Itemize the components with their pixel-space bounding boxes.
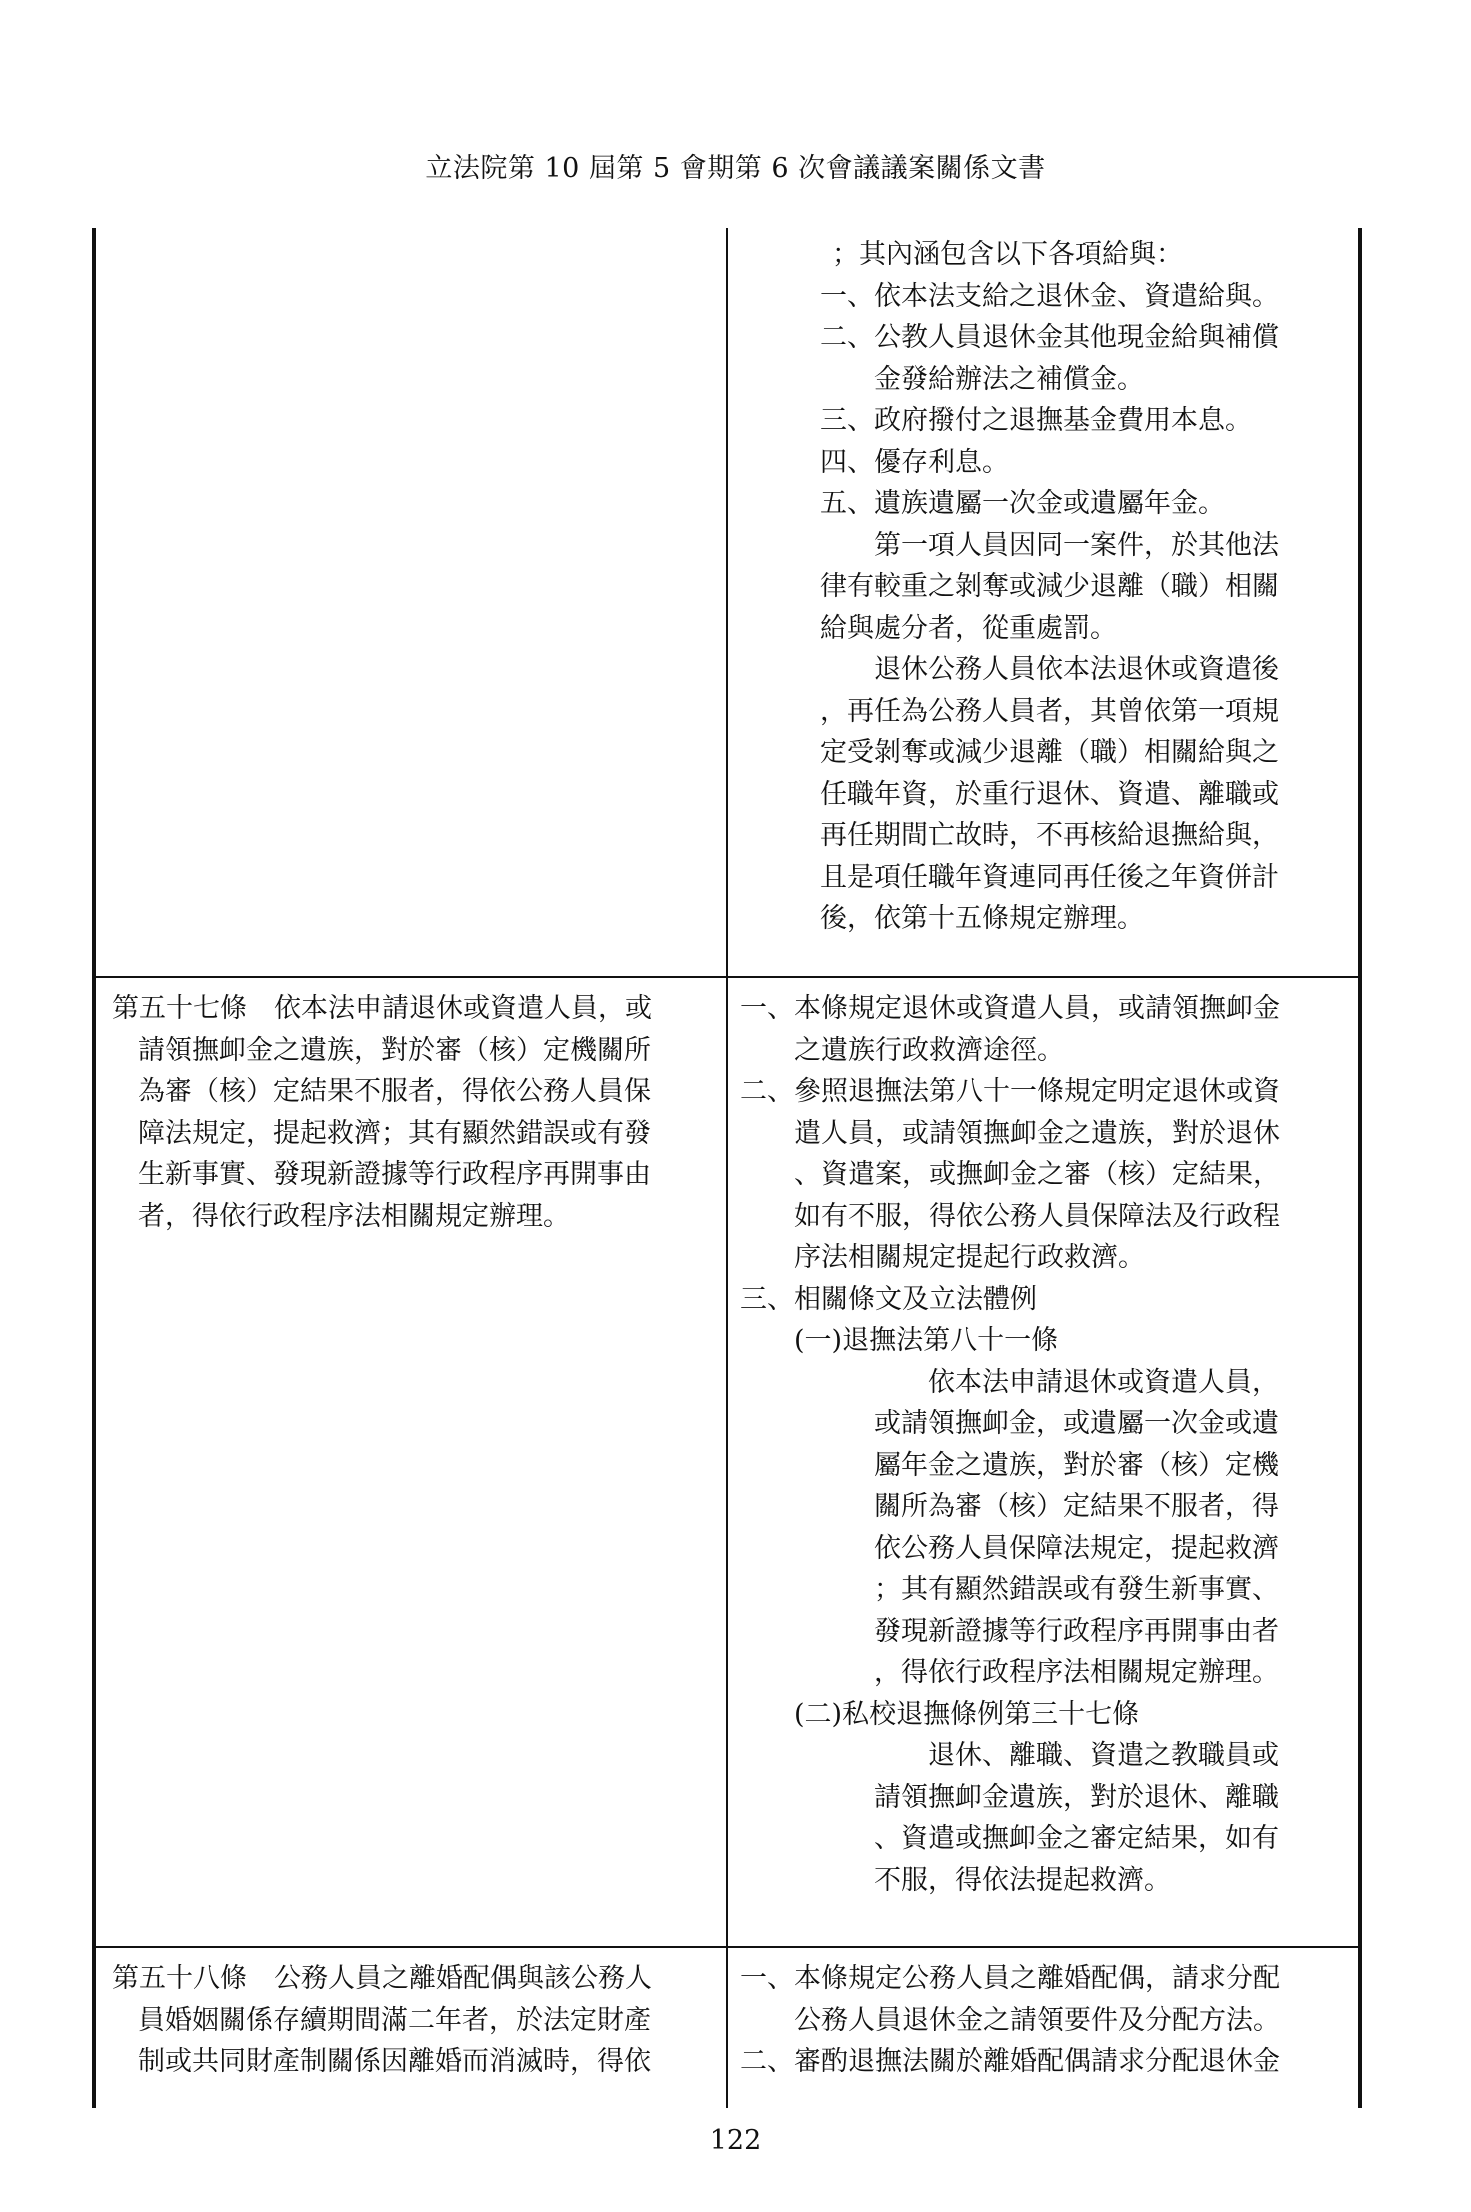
text-line: 定受剝奪或減少退離（職）相關給與之 bbox=[820, 737, 1279, 768]
table-column-divider bbox=[726, 228, 728, 2108]
text-line: (二)私校退撫條例第三十七條 bbox=[794, 1698, 1140, 1730]
text-line: ；其有顯然錯誤或有發生新事實、 bbox=[874, 1574, 1279, 1605]
row-2-article-text bbox=[112, 988, 712, 1237]
text-line: ；其內涵包含以下各項給與： bbox=[832, 239, 1183, 270]
table-left-border bbox=[92, 228, 96, 2108]
text-line: 發現新證據等行政程序再開事由者 bbox=[874, 1615, 1279, 1647]
text-line: 二、公教人員退休金其他現金給與補償 bbox=[820, 322, 1279, 353]
text-line: 員婚姻關係存續期間滿二年者，於法定財產 bbox=[138, 2004, 651, 2036]
text-line: 為審（核）定結果不服者，得依公務人員保 bbox=[138, 1076, 651, 1107]
text-line: 且是項任職年資連同再任後之年資併計 bbox=[820, 861, 1279, 893]
text-line: 請領撫卹金之遺族，對於審（核）定機關所 bbox=[138, 1034, 651, 1066]
text-line: 五、遺族遺屬一次金或遺屬年金。 bbox=[820, 488, 1225, 519]
text-line: 後，依第十五條規定辦理。 bbox=[820, 903, 1144, 934]
text-line: 二、審酌退撫法關於離婚配偶請求分配退休金 bbox=[740, 2046, 1280, 2077]
text-line: 依公務人員保障法規定，提起救濟 bbox=[874, 1532, 1279, 1564]
text-line: 序法相關規定提起行政救濟。 bbox=[794, 1242, 1145, 1273]
text-line: ，得依行政程序法相關規定辦理。 bbox=[874, 1657, 1279, 1688]
text-line: 如有不服，得依公務人員保障法及行政程 bbox=[794, 1200, 1280, 1232]
text-line: 一、本條規定公務人員之離婚配偶，請求分配 bbox=[740, 1963, 1280, 1994]
text-line: 之遺族行政救濟途徑。 bbox=[794, 1034, 1064, 1066]
text-line: 生新事實、發現新證據等行政程序再開事由 bbox=[138, 1159, 651, 1190]
page-number: 122 bbox=[709, 2125, 762, 2156]
text-line: 二、參照退撫法第八十一條規定明定退休或資 bbox=[740, 1076, 1280, 1107]
text-line: 制或共同財產制關係因離婚而消滅時，得依 bbox=[138, 2046, 651, 2077]
text-line: 三、相關條文及立法體例 bbox=[740, 1283, 1037, 1315]
text-line: 第五十八條 公務人員之離婚配偶與該公務人 bbox=[112, 1963, 652, 1994]
text-line: 三、政府撥付之退撫基金費用本息。 bbox=[820, 405, 1252, 436]
row-2-explanation bbox=[740, 988, 1348, 1901]
text-line: 任職年資，於重行退休、資遣、離職或 bbox=[820, 778, 1279, 810]
text-line: 第一項人員因同一案件，於其他法 bbox=[874, 529, 1279, 561]
text-line: 退休、離職、資遣之教職員或 bbox=[928, 1740, 1279, 1771]
text-line: 遣人員，或請領撫卹金之遺族，對於退休 bbox=[794, 1117, 1280, 1149]
text-line: 不服，得依法提起救濟。 bbox=[874, 1864, 1171, 1896]
text-line: 律有較重之剝奪或減少退離（職）相關 bbox=[820, 571, 1279, 602]
row-3-article-text bbox=[112, 1958, 712, 2083]
text-line: (一)退撫法第八十一條 bbox=[794, 1325, 1059, 1356]
page-header: 立法院第 10 屆第 5 會期第 6 次會議議案關係文書 bbox=[425, 153, 1046, 184]
row-1-explanation bbox=[740, 234, 1348, 940]
text-line: 或請領撫卹金，或遺屬一次金或遺 bbox=[874, 1408, 1279, 1439]
text-line: 給與處分者，從重處罰。 bbox=[820, 612, 1117, 644]
text-line: 再任期間亡故時，不再核給退撫給與， bbox=[820, 820, 1279, 851]
text-line: 一、本條規定退休或資遣人員，或請領撫卹金 bbox=[740, 993, 1280, 1024]
text-line: 公務人員退休金之請領要件及分配方法。 bbox=[794, 2004, 1280, 2036]
text-line: 依本法申請退休或資遣人員， bbox=[928, 1366, 1279, 1398]
text-line: 、資遣案，或撫卹金之審（核）定結果， bbox=[794, 1159, 1280, 1190]
row-divider bbox=[92, 976, 1361, 978]
text-line: 者，得依行政程序法相關規定辦理。 bbox=[138, 1200, 570, 1232]
text-line: 、資遣或撫卹金之審定結果，如有 bbox=[874, 1823, 1279, 1854]
text-line: 屬年金之遺族，對於審（核）定機 bbox=[874, 1449, 1279, 1481]
table-right-border bbox=[1358, 228, 1362, 2108]
text-line: 關所為審（核）定結果不服者，得 bbox=[874, 1491, 1279, 1522]
text-line: 金發給辦法之補償金。 bbox=[874, 363, 1144, 395]
text-line: 一、依本法支給之退休金、資遣給與。 bbox=[820, 280, 1279, 312]
text-line: 四、優存利息。 bbox=[820, 446, 1009, 478]
text-line: ，再任為公務人員者，其曾依第一項規 bbox=[820, 695, 1279, 727]
text-line: 請領撫卹金遺族，對於退休、離職 bbox=[874, 1781, 1279, 1813]
text-line: 退休公務人員依本法退休或資遣後 bbox=[874, 654, 1279, 685]
text-line: 障法規定，提起救濟；其有顯然錯誤或有發 bbox=[138, 1117, 651, 1149]
text-line: 第五十七條 依本法申請退休或資遣人員，或 bbox=[112, 993, 652, 1024]
row-3-explanation bbox=[740, 1958, 1348, 2083]
row-divider bbox=[92, 1946, 1361, 1948]
